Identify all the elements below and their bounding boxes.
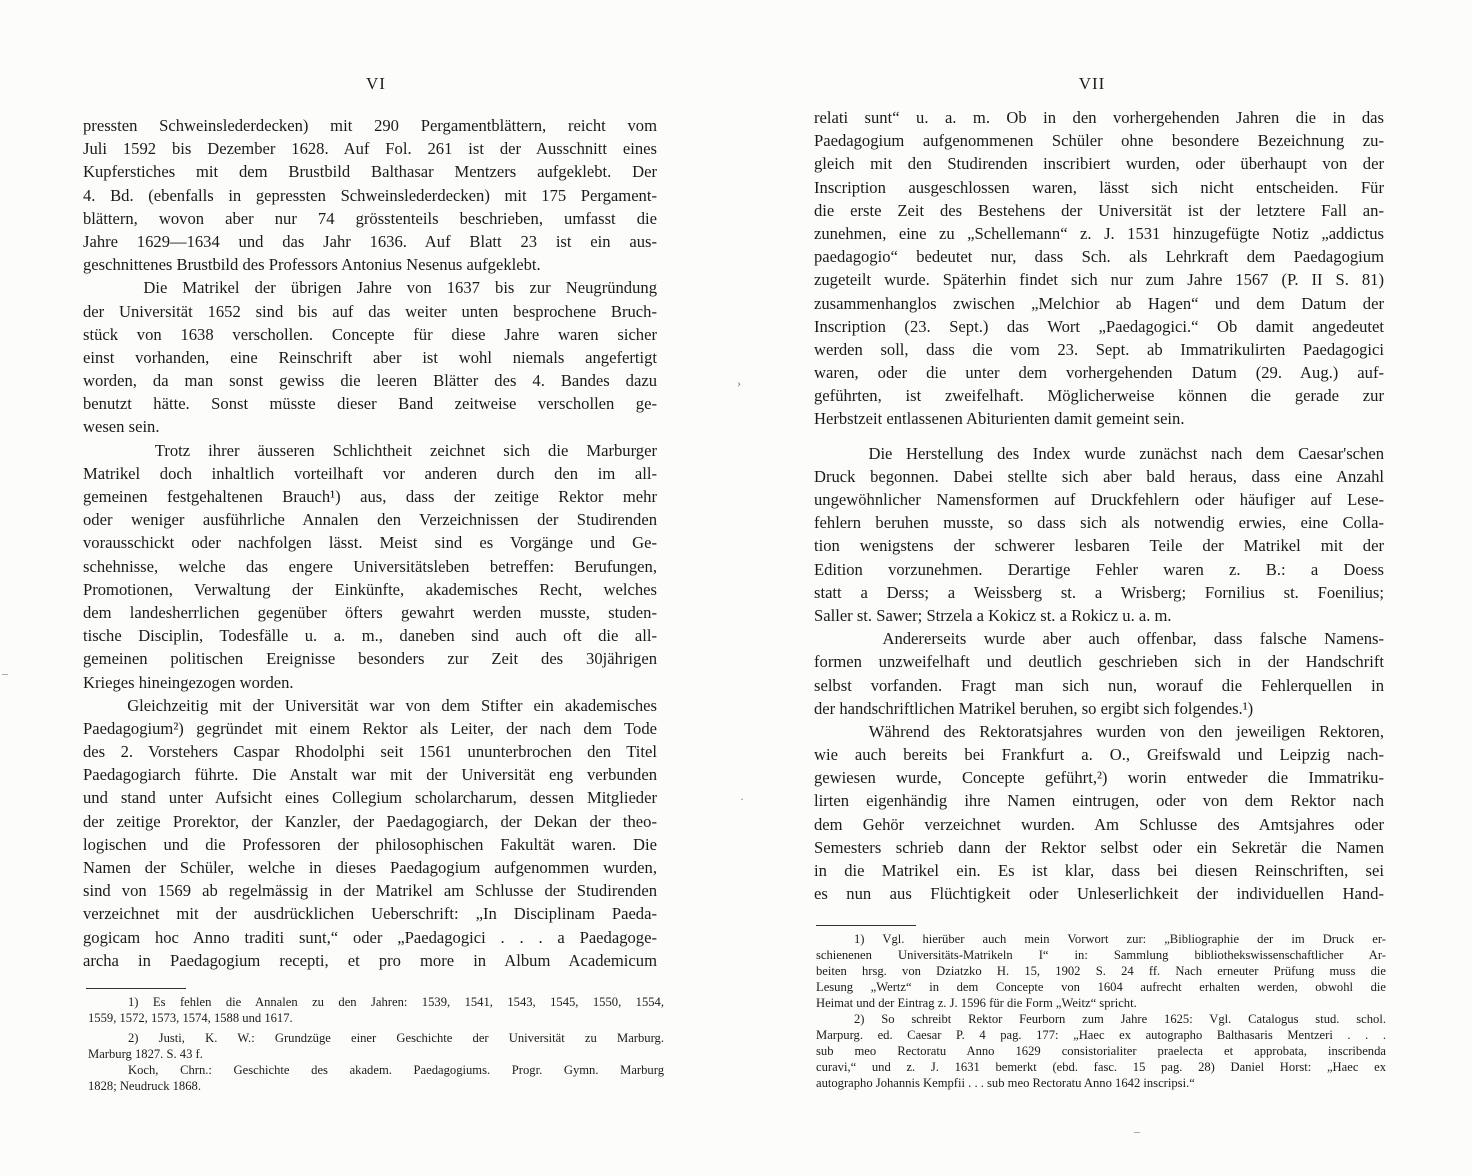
text-line: tion wenigstens der schwerer lesbaren Teile der Matrikel mit der [814,536,1384,556]
footnotes [816,931,1386,1091]
footnote-line: 1) Vgl. hierüber auch mein Vorwort zur: „Bibliographie der im Druck er- [854,932,1386,946]
footnotes [88,994,664,1094]
text-line: geschnittenes Brustbild des Professors Antonius Nesenus aufgeklebt. [83,255,541,275]
text-line: wie auch bereits bei Frankfurt a. O., Greifswald und Leipzig nach- [814,745,1384,765]
text-line: einst vorhanden, eine Reinschrift aber ist wohl niemals angefertigt [83,347,657,367]
footnote-line: Koch, Chrn.: Geschichte des akadem. Paedagogiums. Progr. Gymn. Marburg [128,1063,664,1077]
text-line: tische Disciplin, Todesfälle u. a. m., daneben sind auch oft die all- [83,626,657,646]
text-line: des 2. Vorstehers Caspar Rhodolphi seit 1561 ununterbrochen den Titel [83,742,657,762]
text-line: dem Gehör verzeichnet wurden. Am Schlusse des Amtsjahres oder [814,814,1384,834]
text-line: benutzt hätte. Sonst müsste dieser Band zeitweise verschollen ge- [83,394,657,414]
text-line: blättern, wovon aber nur 74 grösstenteils beschrieben, umfasst die [83,208,657,228]
text-line: gemeinen festgehaltenen Brauch¹) aus, dass der zeitige Rektor mehr [83,487,657,506]
text-line: Paedagogiarch führte. Die Anstalt war mit der Universität eng verbunden [83,765,657,785]
text-line: zunehmen, eine zu „Schellemann“ z. J. 1531 hinzugefügte Notiz „addictus [814,223,1384,243]
text-line: fehlern beruhen musste, so dass sich als notwendig erwies, eine Colla- [814,513,1384,533]
footnote-line: Heimat und der Eintrag z. J. 1596 für die Form „Weitz“ spricht. [816,996,1137,1010]
text-line: Kupferstiches mit dem Brustbild Balthasar Mentzers aufgeklebt. Der [83,162,657,182]
text-line: Promotionen, Verwaltung der Einkünfte, akademisches Recht, welches [83,579,657,599]
text-line: Die Herstellung des Index wurde zunächst nach dem Caesar'schen [814,443,1384,463]
text-line: schehnisse, welche das engere Universitätsleben betreffen: Berufungen, [83,556,657,576]
margin-mark: – [1134,1124,1140,1138]
text-line: 4. Bd. (ebenfalls in gepressten Schweinslederdecken) mit 175 Pergament- [83,185,657,205]
text-line: Druck begonnen. Dabei stellte sich aber bald heraus, dass eine Anzahl [814,466,1384,486]
footnote-line: 1828; Neudruck 1868. [88,1079,201,1093]
text-line: Juli 1592 bis Dezember 1628. Auf Fol. 261 ist der Ausschnitt eines [83,139,657,159]
text-line: wesen sein. [83,417,160,437]
text-line: dem landesherrlichen gegenüber öfters gewahrt werden musste, studen- [83,602,657,622]
text-line: in die Matrikel ein. Es ist klar, dass bei diesen Reinschriften, sei [814,861,1384,880]
text-line: und stand unter Aufsicht eines Collegium scholarcharum, dessen Mitglieder [83,788,657,808]
text-line: Inscription ausgeschlossen waren, lässt sich nicht entscheiden. Für [814,177,1384,197]
text-line: vorausschickt oder nachfolgen lässt. Meist sind es Vorgänge und Ge- [83,533,657,553]
margin-mark: · [740,792,744,806]
footnote-divider [816,925,916,926]
text-line: statt a Derss; a Weissberg st. a Wrisberg; Fornilius st. Foenilius; [814,582,1384,602]
footnote-line: 2) So schreibt Rektor Feurborn zum Jahre 1625: Vgl. Catalogus stud. schol. [854,1012,1386,1026]
text-line: gleich mit den Studirenden inscribiert wurden, oder überhaupt von der [814,154,1384,174]
text-line: formen unzweifelhaft und deutlich geschrieben sich in der Handschrift [814,652,1384,672]
margin-mark: – [2,666,8,680]
text-line: es nun aus Flüchtigkeit oder Unleserlichkeit der individuellen Hand- [814,884,1384,904]
text-line: gemeinen politischen Ereignisse besonders zur Zeit des 30jährigen [83,649,657,669]
text-line: oder weniger ausführliche Annalen den Verzeichnissen der Studirenden [83,510,657,530]
right-page [736,0,1472,1176]
text-line: paedagogio“ bedeutet nur, dass Sch. als Lehrkraft dem Paedagogium [814,247,1384,267]
text-line: Inscription (23. Sept.) das Wort „Paedagogici.“ Ob damit angedeutet [814,316,1384,336]
footnote-line: Marpurg. ed. Caesar P. 4 pag. 177: „Haec ex autographo Balthasaris Mentzeri . . . [816,1028,1386,1042]
text-line: Gleichzeitig mit der Universität war von dem Stifter ein akademisches [83,695,657,715]
footnote-line: Marburg 1827. S. 43 f. [88,1047,203,1061]
page-number: VI [366,74,386,93]
body-text [814,106,1384,905]
text-line: Edition vorzunehmen. Derartige Fehler waren z. B.: a Doess [814,559,1384,579]
footnote-line: 1) Es fehlen die Annalen zu den Jahren: 1539, 1541, 1543, 1545, 1550, 1554, [128,995,664,1009]
footnote-line: Lesung „Wertz“ in dem Concepte von 1604 aufrecht erhalten werden, obwohl die [816,980,1386,994]
text-line: waren, oder die unter dem vorhergehenden Datum (29. Aug.) auf- [814,363,1384,383]
text-line: werden soll, dass die vom 23. Sept. ab Immatrikulirten Paedagogici [814,339,1384,359]
text-line: selbst vorfanden. Fragt man sich nun, worauf die Fehlerquellen in [814,675,1384,695]
text-line: Namen der Schüler, welche in dieses Paedagogium aufgenommen wurden, [83,858,657,877]
text-line: Krieges hineingezogen worden. [83,672,294,692]
footnote-line: curavi,“ und z. J. 1631 bemerkt (ebd. fasc. 15 pag. 28) Daniel Horst: „Haec ex [816,1060,1386,1074]
text-line: logischen und die Professoren der philosophischen Fakultät waren. Die [83,834,657,854]
text-line: relati sunt“ u. a. m. Ob in den vorhergehenden Jahren die in das [814,108,1384,127]
text-line: Paedagogium aufgenommenen Schüler ohne besondere Bezeichnung zu- [814,131,1384,151]
text-line: Herbstzeit entlassenen Abiturienten damit gemeint sein. [814,409,1185,429]
text-line: verzeichnet mit der ausdrücklichen Ueberschrift: „In Disciplinam Paeda- [83,904,657,924]
text-line: gewiesen wurde, Concepte geführt,²) worin entweder die Immatriku- [814,768,1384,788]
footnote-line: sub meo Rectoratu Anno 1629 consistorialiter praelecta et approbata, inscribenda [816,1044,1386,1058]
footnote-line: beiten hrsg. von Dziatzko H. 15, 1902 S. 24 ff. Nach erneuter Prüfung muss die [816,964,1386,978]
text-line: Die Matrikel der übrigen Jahre von 1637 bis zur Neugründung [83,278,657,298]
text-line: Trotz ihrer äusseren Schlichtheit zeichnet sich die Marburger [83,440,657,460]
text-line: zugeteilt wurde. Späterhin findet sich nur zum Jahre 1567 (P. II S. 81) [814,270,1384,290]
text-line: Andererseits wurde aber auch offenbar, dass falsche Namens- [814,629,1384,649]
margin-mark: › [737,376,741,390]
text-line: Matrikel doch inhaltlich vorteilhaft vor anderen durch den im all- [83,463,657,483]
footnote-line: 1559, 1572, 1573, 1574, 1588 und 1617. [88,1011,293,1025]
text-line: worden, da man sonst gewiss die leeren Blätter des 4. Bandes dazu [83,371,657,391]
text-line: gogicam hoc Anno traditi sunt,“ oder „Paedagogici . . . a Paedagoge- [83,927,657,947]
page-number: VII [1078,74,1106,93]
text-line: archa in Paedagogium recepti, et pro more in Album Academicum [83,950,657,970]
text-line: sind von 1569 ab regelmässig in der Matrikel am Schlusse der Studirenden [83,881,657,901]
text-line: Jahre 1629—1634 und das Jahr 1636. Auf Blatt 23 ist ein aus- [83,231,657,251]
text-line: Semesters schrieb dann der Rektor selbst oder ein Sekretär die Namen [814,837,1384,857]
text-line: der Universität 1652 sind bis auf das weiter unten besprochene Bruch- [83,301,657,321]
text-line: der handschriftlichen Matrikel beruhen, so ergibt sich folgendes.¹) [814,698,1254,718]
text-line: Während des Rektoratsjahres wurden von den jeweiligen Rektoren, [814,721,1384,741]
text-line: zusammenhanglos zwischen „Melchior ab Hagen“ und dem Datum der [814,293,1384,313]
footnote-line: schienenen Universitäts-Matrikeln I“ in: Sammlung bibliothekswissenschaftlicher Ar- [816,948,1386,962]
text-line: Saller st. Sawer; Strzela a Kokicz st. a Rokicz u. a. m. [814,605,1172,625]
text-line: lirten eigenhändig ihre Namen eintrugen, oder von dem Rektor nach [814,791,1384,811]
text-line: der zeitige Prorektor, der Kanzler, der Paedagogiarch, der Dekan der theo- [83,811,657,831]
text-line: geführten, ist zweifelhaft. Möglicherweise können die gerade zur [814,386,1384,406]
body-text [83,114,657,972]
text-line: Paedagogium²) gegründet mit einem Rektor als Leiter, der nach dem Tode [83,718,657,738]
text-line: ungewöhnlicher Namensformen auf Druckfehlern oder häufiger auf Lese- [814,490,1384,509]
footnote-line: 2) Justi, K. W.: Grundzüge einer Geschichte der Universität zu Marburg. [128,1031,664,1045]
text-line: stück von 1638 verschollen. Concepte für diese Jahre waren sicher [83,324,657,344]
text-line: pressten Schweinslederdecken) mit 290 Pergamentblättern, reicht vom [83,116,657,135]
footnote-line: autographo Johannis Kempfii . . . sub meo Rectoratu Anno 1642 inscripsi.“ [816,1076,1195,1090]
footnote-divider [86,988,186,989]
text-line: die erste Zeit des Bestehens der Universität ist der letztere Fall an- [814,200,1384,220]
